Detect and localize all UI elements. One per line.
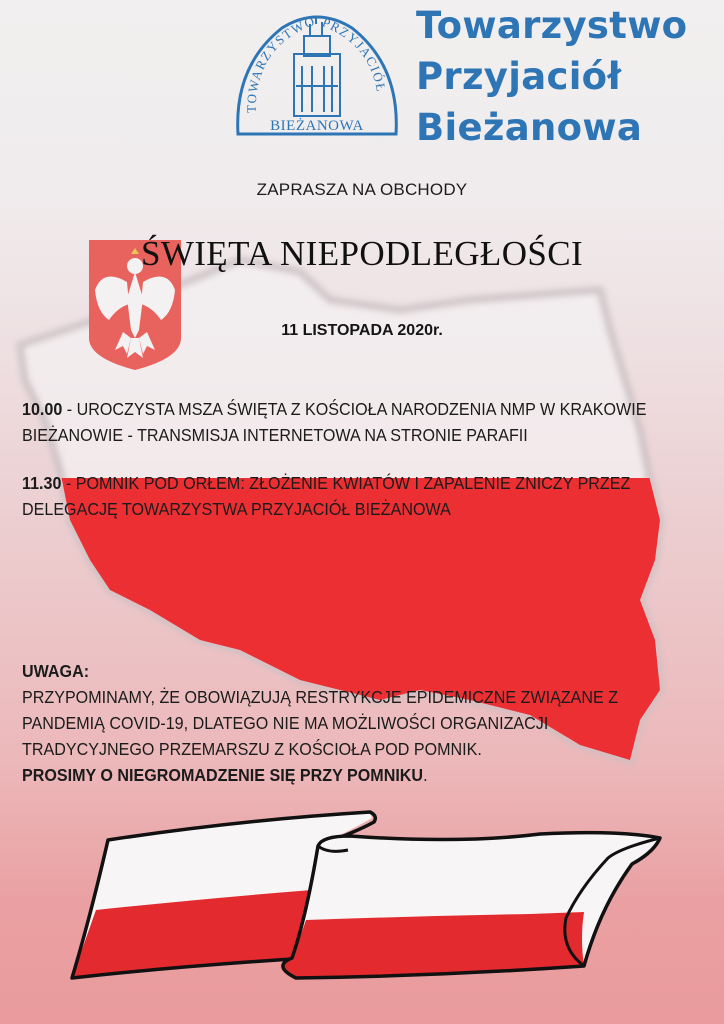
organization-name: [416, 0, 687, 153]
org-name-line-3: Bieżanowa: [416, 106, 643, 149]
org-name-line-2: Przyjaciół: [416, 55, 622, 98]
invite-text: ZAPRASZA NA OBCHODY: [256, 180, 468, 199]
program-item: 10.00 - UROCZYSTA MSZA ŚWIĘTA Z KOŚCIOŁA NARODZENIA NMP W KRAKOWIE BIEŻANOWIE - TRANSMISJA INTERNETOWA NA STRONIE PARAFII: [22, 399, 647, 445]
program-item: 11.30 - POMNIK POD ORŁEM: ZŁOŻENIE KWIATÓW I ZAPALENIE ZNICZY PRZEZ DELEGACJĘ TOWARZYSTWA PRZYJACIÓŁ BIEŻANOWA: [22, 473, 631, 519]
society-logo: [232, 6, 402, 140]
event-date: 11 LISTOPADA 2020r.: [281, 322, 443, 339]
svg-text:TOWARZYSTWO PRZYJACIÓŁ: TOWARZYSTWO PRZYJACIÓŁ: [243, 12, 390, 113]
notice-emphasis: PROSIMY O NIEGROMADZENIE SIĘ PRZY POMNIKU: [22, 765, 424, 785]
program-description: UROCZYSTA MSZA ŚWIĘTA Z KOŚCIOŁA NARODZENIA NMP W KRAKOWIE BIEŻANOWIE - TRANSMISJA INTERNETOWA NA STRONIE PARAFII: [22, 399, 647, 445]
page-title: ŚWIĘTA NIEPODLEGŁOŚCI: [140, 234, 584, 273]
program-time: 10.00: [22, 399, 63, 419]
program-time: 11.30: [22, 473, 62, 493]
notice-section: UWAGA: PRZYPOMINAMY, ŻE OBOWIĄZUJĄ RESTRYKCJE EPIDEMICZNE ZWIĄZANE Z PANDEMIĄ COVID-19, DLATEGO NIE MA MOŻLIWOŚCI ORGANIZACJI TRADYCYJNEGO PRZEMARSZU Z KOŚCIOŁA POD POMNIK. PROSIMY O NIEGROMADZENIE SIĘ PRZY POMNIKU.: [22, 658, 684, 788]
notice-body: PRZYPOMINAMY, ŻE OBOWIĄZUJĄ RESTRYKCJE EPIDEMICZNE ZWIĄZANE Z PANDEMIĄ COVID-19, DLATEGO NIE MA MOŻLIWOŚCI ORGANIZACJI TRADYCYJNEGO PRZEMARSZU Z KOŚCIOŁA POD POMNIK.: [22, 687, 619, 759]
notice-label: UWAGA:: [22, 661, 90, 681]
org-name-line-1: Towarzystwo: [416, 4, 688, 47]
waving-polish-flag-icon: [60, 798, 700, 988]
program-description: POMNIK POD ORŁEM: ZŁOŻENIE KWIATÓW I ZAPALENIE ZNICZY PRZEZ DELEGACJĘ TOWARZYSTWA PRZYJACIÓŁ BIEŻANOWA: [22, 473, 631, 519]
event-program: [22, 396, 648, 544]
svg-text:BIEŻANOWA: BIEŻANOWA: [270, 118, 364, 134]
